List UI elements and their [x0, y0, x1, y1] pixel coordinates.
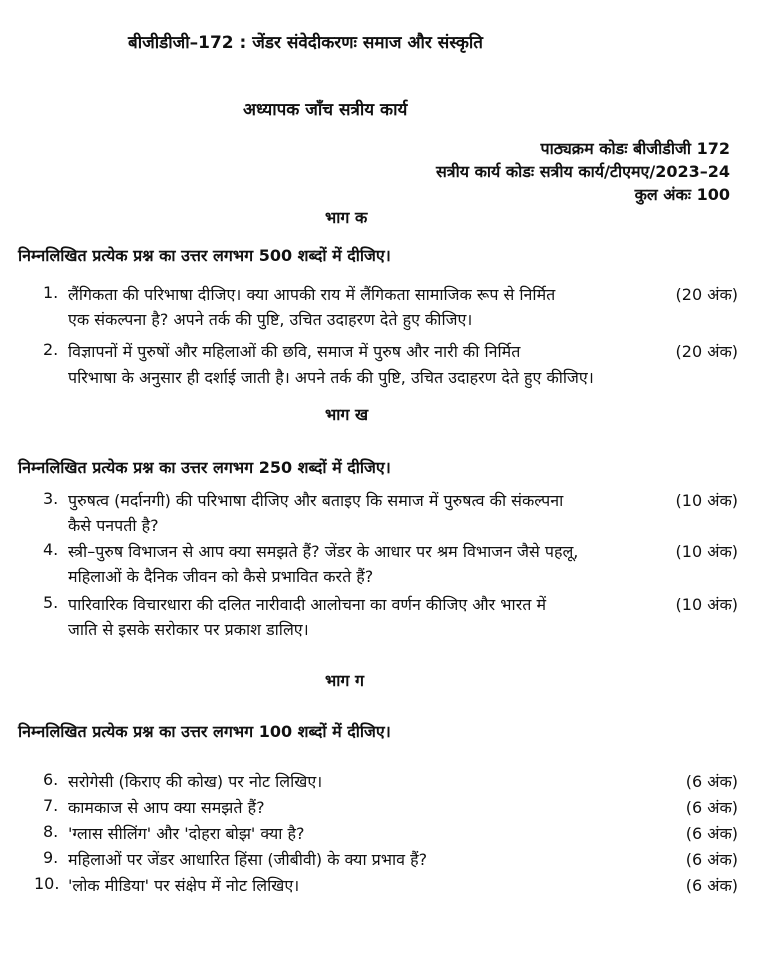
- question-number: 9.: [43, 848, 59, 867]
- question-text-line: विज्ञापनों में पुरुषों और महिलाओं की छवि, समाज में पुरुष और नारी की निर्मित: [68, 342, 521, 361]
- question-number: 2.: [43, 340, 59, 359]
- course-code: पाठ्यक्रम कोडः बीजीडीजी 172: [540, 139, 730, 158]
- section-b-heading: भाग ख: [325, 405, 369, 424]
- question-text: 'ग्लास सीलिंग' और 'दोहरा बोझ' क्या है?: [68, 824, 305, 843]
- question-text: महिलाओं पर जेंडर आधारित हिंसा (जीबीवी) के क्या प्रभाव हैं?: [68, 850, 428, 869]
- document-subtitle: अध्यापक जाँच सत्रीय कार्य: [243, 100, 408, 120]
- section-a-heading: भाग क: [325, 208, 368, 227]
- question-number: 5.: [43, 593, 59, 612]
- question-text-line: एक संकल्पना है? अपने तर्क की पुष्टि, उचित उदाहरण देते हुए कीजिए।: [68, 310, 473, 329]
- question-text-line: परिभाषा के अनुसार ही दर्शाई जाती है। अपने तर्क की पुष्टि, उचित उदाहरण देते हुए कीजिए।: [68, 368, 594, 387]
- question-marks: (6 अंक): [685, 850, 738, 869]
- document-title: बीजीडीजी–172 : जेंडर संवेदीकरणः समाज और संस्कृति: [128, 33, 483, 53]
- question-marks: (6 अंक): [685, 798, 738, 817]
- question-text: कामकाज से आप क्या समझते हैं?: [68, 798, 265, 817]
- question-marks: (6 अंक): [685, 772, 738, 791]
- question-number: 4.: [43, 540, 59, 559]
- question-number: 3.: [43, 489, 59, 508]
- section-b-instruction: निम्नलिखित प्रत्येक प्रश्न का उत्तर लगभग 250 शब्दों में दीजिए।: [18, 458, 391, 477]
- question-number: 8.: [43, 822, 59, 841]
- question-text-line: महिलाओं के दैनिक जीवन को कैसे प्रभावित करते हैं?: [68, 567, 374, 586]
- question-number: 10.: [34, 874, 60, 893]
- total-marks: कुल अंकः 100: [634, 185, 730, 204]
- question-text-line: कैसे पनपती है?: [68, 516, 159, 535]
- assignment-code: सत्रीय कार्य कोडः सत्रीय कार्य/टीएमए/2023–24: [435, 162, 730, 181]
- question-number: 7.: [43, 796, 59, 815]
- question-marks: (6 अंक): [685, 876, 738, 895]
- question-marks: (10 अंक): [675, 491, 738, 510]
- question-marks: (6 अंक): [685, 824, 738, 843]
- question-marks: (20 अंक): [675, 285, 738, 304]
- question-text-line: पारिवारिक विचारधारा की दलित नारीवादी आलोचना का वर्णन कीजिए और भारत में: [68, 595, 547, 614]
- section-c-instruction: निम्नलिखित प्रत्येक प्रश्न का उत्तर लगभग 100 शब्दों में दीजिए।: [18, 722, 391, 741]
- question-marks: (10 अंक): [675, 542, 738, 561]
- question-number: 1.: [43, 283, 59, 302]
- section-a-instruction: निम्नलिखित प्रत्येक प्रश्न का उत्तर लगभग 500 शब्दों में दीजिए।: [18, 246, 391, 265]
- question-marks: (10 अंक): [675, 595, 738, 614]
- question-number: 6.: [43, 770, 59, 789]
- question-text-line: पुरुषत्व (मर्दानगी) की परिभाषा दीजिए और बताइए कि समाज में पुरुषत्व की संकल्पना: [68, 491, 564, 510]
- question-text: 'लोक मीडिया' पर संक्षेप में नोट लिखिए।: [68, 876, 300, 895]
- question-text: सरोगेसी (किराए की कोख) पर नोट लिखिए।: [68, 772, 323, 791]
- question-text-line: लैंगिकता की परिभाषा दीजिए। क्या आपकी राय में लैंगिकता सामाजिक रूप से निर्मित: [68, 285, 556, 304]
- question-marks: (20 अंक): [675, 342, 738, 361]
- section-c-heading: भाग ग: [325, 671, 364, 690]
- question-text-line: जाति से इसके सरोकार पर प्रकाश डालिए।: [68, 620, 309, 639]
- question-text-line: स्त्री–पुरुष विभाजन से आप क्या समझते हैं? जेंडर के आधार पर श्रम विभाजन जैसे पहलू,: [68, 542, 579, 561]
